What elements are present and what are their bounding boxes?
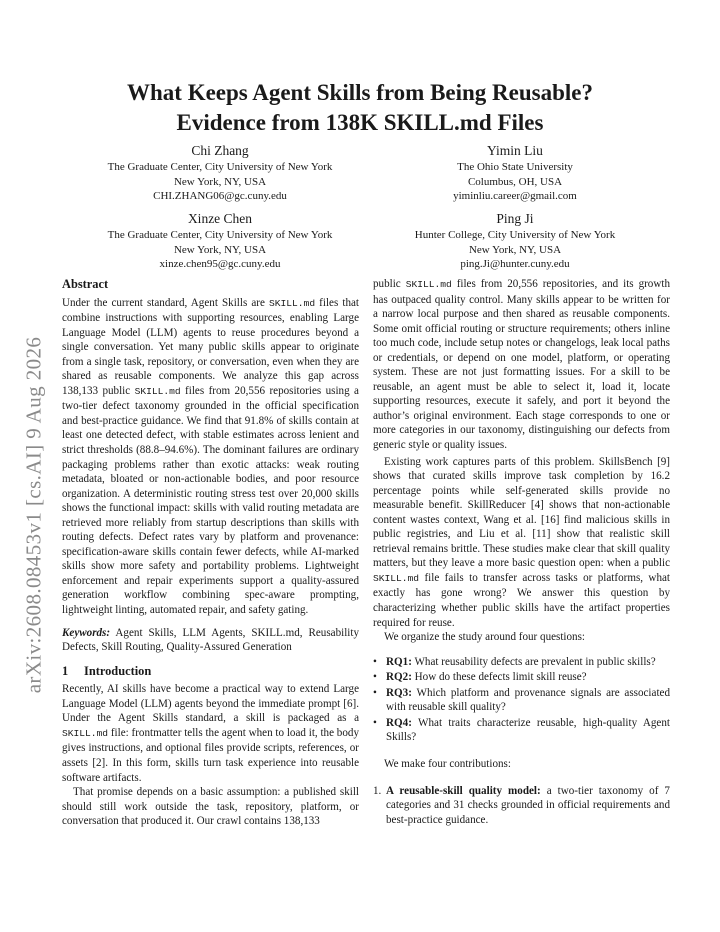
intro-paragraph-1: Recently, AI skills have become a practical way to extend Large Language Model (LLM) agents beyond the immediate prompt [6]. Under the Agent Skills standard, a skill is packaged as a SKILL.md file: frontmatter tells the agent when to load it, the body gives instructions, and optional files provide scripts, references, or assets [2]. In this form, skills turn task experience into reusable software artifacts. (62, 683, 359, 784)
body-paragraph-1: public SKILL.md files from 20,556 repositories, and its growth has outpaced quality control. Many skills appear to be written for a narrow local purpose and then shared as reusable components. Some omit official routing or structure requirements; others inline too much code, include setup notes or changelogs, leak local paths or credentials, or depend on one model, platform, or operating system. These are not just formatting issues. For a skill to be reusable, an agent must be able to select it, load it, locate supporting resources, execute it safely, and port it beyond the author’s original environment. Each stage corresponds to one or more categories in our taxonomy, distinguishing our defects from generic style or quality issues. (373, 278, 670, 452)
author-name: Xinze Chen (187, 211, 253, 226)
intro-paragraph-2: That promise depends on a basic assumption: a published skill should still work outside the task, repository, platform, or conversation that produced it. Our crawl contains 138,133 (62, 786, 359, 828)
body-paragraph-2: Existing work captures parts of this problem. SkillsBench [9] shows that curated skills improve task completion by 16.2 percentage points while self-generated skills provide no measurable benefit. SkillReducer [4] shows that non-actionable content wastes context, Wang et al. [16] find malicious skills in public registries, and Liu et al. [11] show that realistic skill retrieval remains brittle. These studies make clear that skill quality matters, but they leave a more basic question open: when a public SKILL.md file fails to transfer across tasks or platforms, what exactly has gone wrong? We answer this question by characterizing whether public skills have the artifact properties required for reuse. (373, 455, 670, 629)
author-location: New York, NY, USA (173, 175, 267, 188)
inline-code: SKILL.md (134, 385, 181, 397)
inline-code: SKILL.md (373, 572, 420, 584)
author-block-3 (70, 210, 370, 272)
section-heading-introduction (62, 664, 359, 679)
keywords-label: Keywords: (62, 626, 111, 639)
author-name: Chi Zhang (191, 143, 249, 158)
author-affiliation: The Graduate Center, City University of New York (107, 229, 333, 241)
author-email: ping.Ji@hunter.cuny.edu (460, 258, 570, 270)
section-title: Introduction (84, 663, 152, 678)
list-item: • RQ3: Which platform and provenance signals are associated with reusable skill quality? (373, 686, 670, 714)
section-number: 1 (62, 663, 69, 678)
author-email: yiminliu.career@gmail.com (453, 190, 577, 202)
author-location: Columbus, OH, USA (467, 175, 563, 188)
author-email: xinze.chen95@gc.cuny.edu (159, 258, 281, 270)
contributions-list (373, 784, 670, 828)
author-block-1 (70, 142, 370, 204)
author-email: CHI.ZHANG06@gc.cuny.edu (153, 190, 287, 202)
list-item: 1. A reusable-skill quality model: a two-tier taxonomy of 7 categories and 31 checks grounded in official requirements and best-practice guidance. (373, 784, 670, 826)
left-column (62, 277, 359, 829)
right-column (373, 277, 670, 827)
author-name: Yimin Liu (487, 143, 543, 158)
author-affiliation: The Ohio State University (457, 161, 573, 173)
title-line-2: Evidence from 138K SKILL.md Files (176, 110, 544, 135)
keywords-text: Agent Skills, LLM Agents, SKILL.md, Reusability Defects, Skill Routing, Quality-Assured Generation (62, 626, 359, 654)
abstract-text: Under the current standard, Agent Skills are SKILL.md files that combine instructions with supporting resources, enabling Large Language Model (LLM) agents to reuse procedures beyond a single conversation. Yet many public skills appear to originate from a single task, repository, or conversation, even when they are shared as reusable components. We analyze this gap across 138,133 public SKILL.md files from 20,556 repositories using a two-tier defect taxonomy grounded in the official specification and best-practice guidance. We find that 91.8% of skills contain at least one detected defect, with stable estimates across lenient and strict thresholds (88.8–94.6%). The dominant failures are ordinary packaging problems rather than exotic attacks: weak routing metadata, bloated or non-actionable bodies, and poor resource organization. A deterministic routing stress test over 20,000 skills shows the functional impact: skills with valid routing metadata are retrieved more reliably from startup descriptions than skills with routing defects. Defect rates vary by platform and provenance: specification-aware skills contain fewer defects, while AI-marked skills show more safety and portability problems. Lightweight enforcement and repair experiments support a quality-assured generation workflow combining spec-aware prompting, lightweight linting, automated repair, and safety gating. (62, 296, 359, 617)
arxiv-identifier: arXiv:2608.08453v1 [cs.AI] 9 Aug 2026 (21, 336, 46, 694)
inline-code: SKILL.md (405, 279, 452, 290)
paper-title (60, 78, 660, 138)
author-block-2 (380, 142, 650, 204)
list-item: • RQ2: How do these defects limit skill reuse? (373, 671, 587, 684)
author-location: New York, NY, USA (173, 243, 267, 256)
list-item: • RQ1: What reusability defects are prevalent in public skills? (373, 655, 656, 668)
author-affiliation: Hunter College, City University of New York (414, 229, 616, 241)
keywords (62, 626, 359, 655)
arxiv-sidebar (14, 336, 54, 694)
author-name: Ping Ji (496, 211, 534, 226)
body-paragraph-4: We make four contributions: (384, 757, 511, 770)
research-questions-list (373, 655, 670, 745)
list-item: • RQ4: What traits characterize reusable, high-quality Agent Skills? (373, 716, 670, 744)
author-affiliation: The Graduate Center, City University of New York (107, 161, 333, 173)
inline-code: SKILL.md (62, 727, 109, 739)
author-block-4 (380, 210, 650, 272)
author-location: New York, NY, USA (468, 243, 562, 256)
inline-code: SKILL.md (269, 297, 316, 309)
abstract-heading: Abstract (62, 277, 109, 291)
title-line-1: What Keeps Agent Skills from Being Reusable? (127, 80, 593, 105)
body-paragraph-3: We organize the study around four questions: (384, 631, 586, 644)
